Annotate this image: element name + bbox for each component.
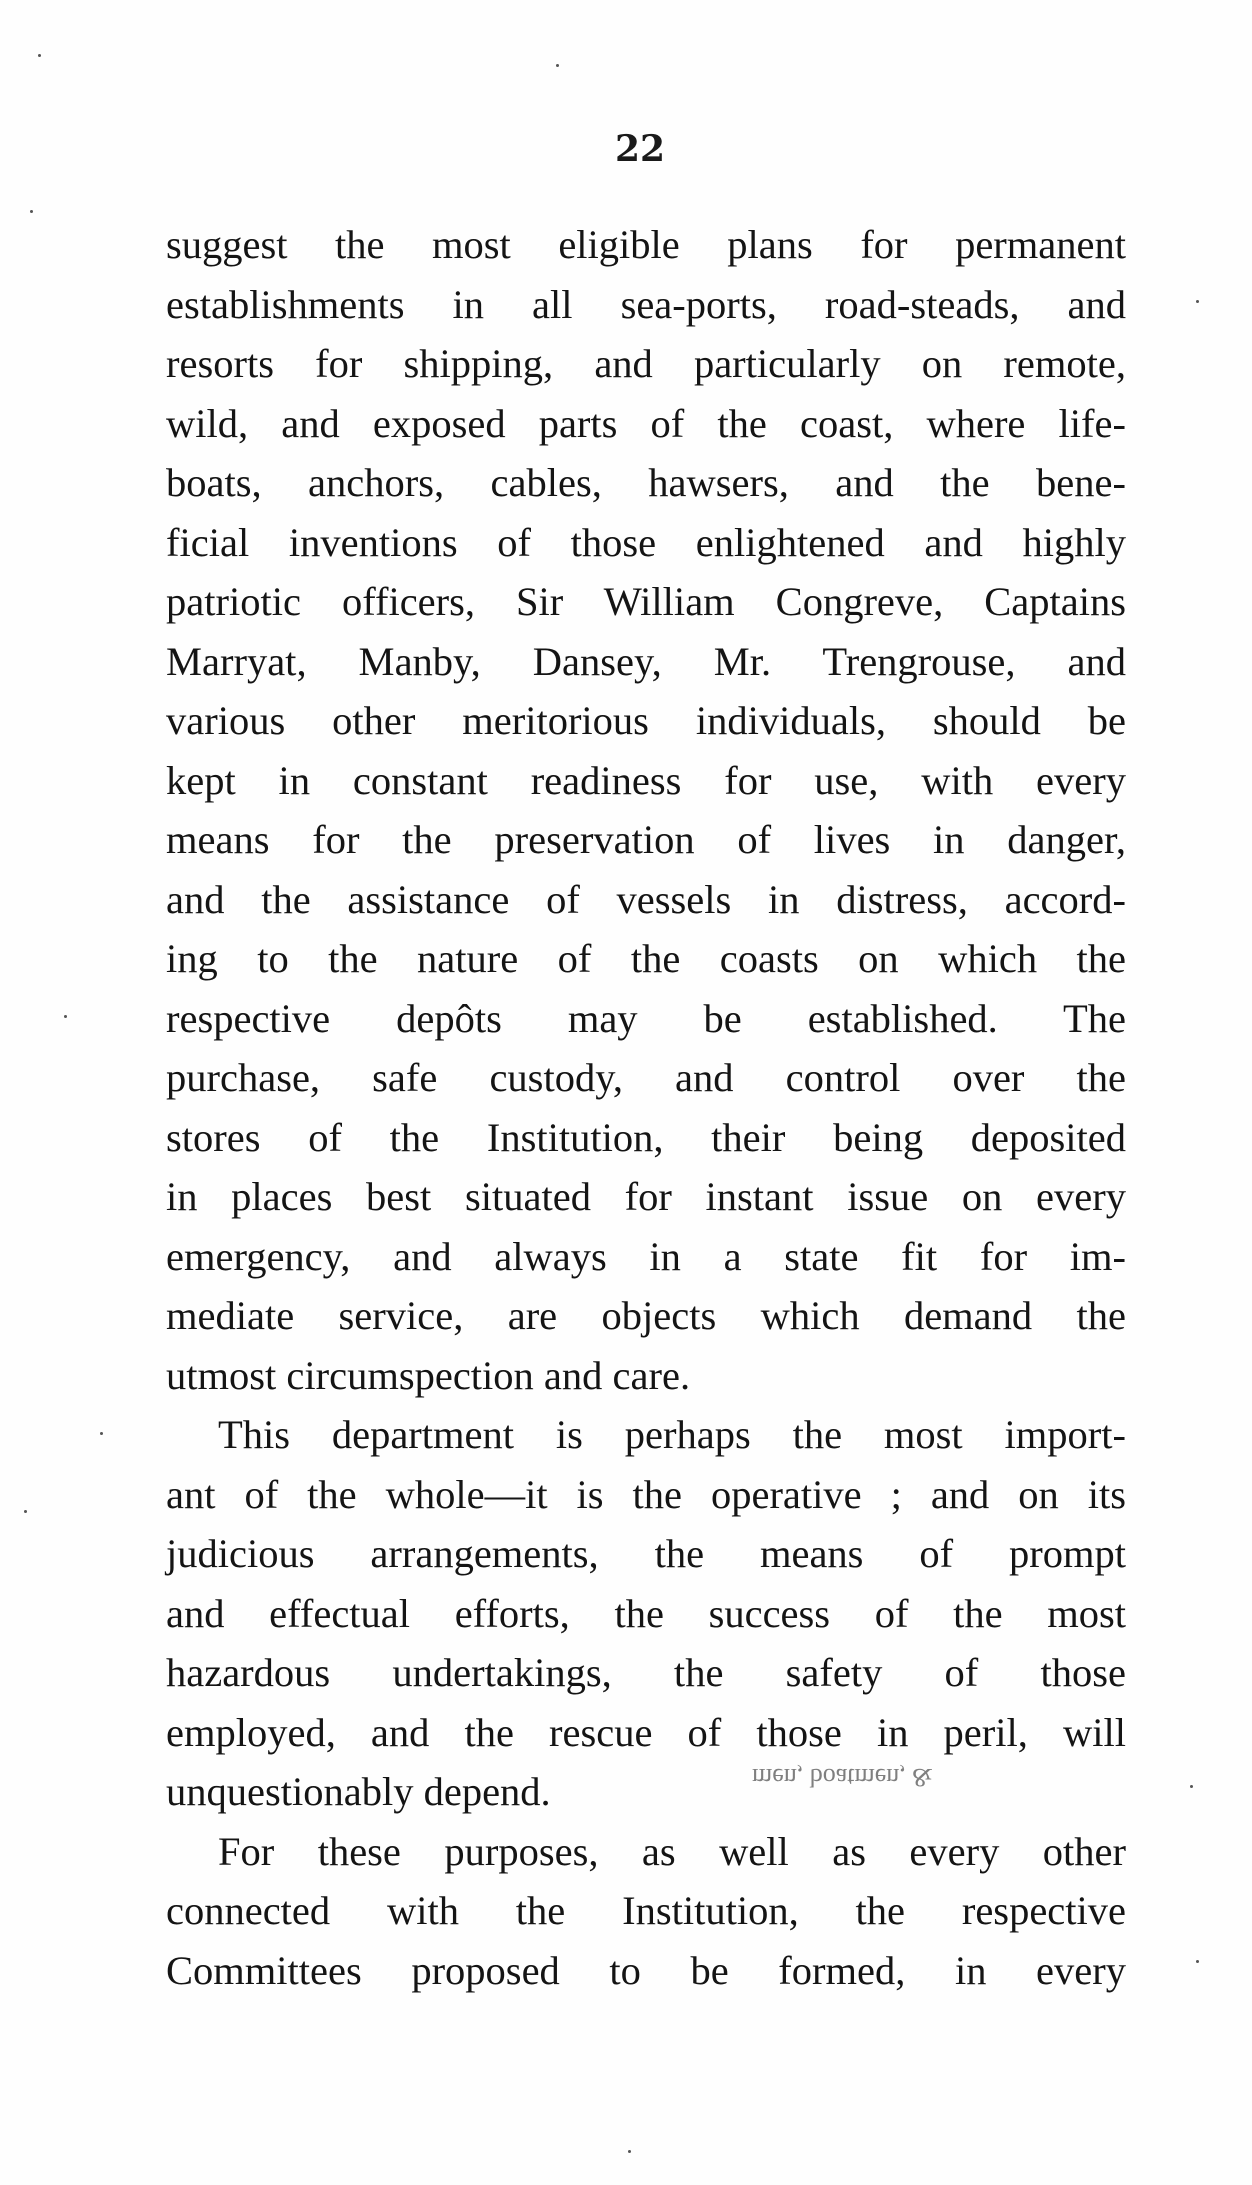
text-line-13: ing to the nature of the coasts on which the [166,936,1126,981]
text-line-21: This department is perhaps the most import- [218,1412,1126,1457]
text-line-9: various other meritorious individuals, should be [166,698,1126,743]
paper-speck [628,2150,631,2153]
body-text [166,215,1126,2000]
text-line-27: unquestionably depend. [166,1769,551,1814]
text-line-28: For these purposes, as well as every other [218,1828,1126,1874]
text-line-6: ficial inventions of those enlightened and highly [166,519,1126,565]
text-line-14: respective depôts may be established. The [166,995,1126,1041]
text-line-5: boats, anchors, cables, hawsers, and the bene- [166,460,1126,505]
paper-speck [64,1015,67,1018]
text-line-15: purchase, safe custody, and control over the [166,1055,1126,1100]
text-line-3: resorts for shipping, and particularly on remote, [166,341,1126,386]
paper-speck [100,1432,103,1435]
paper-speck [38,54,41,57]
text-line-23: judicious arrangements, the means of prompt [166,1531,1126,1576]
page-number: 22 [614,128,666,170]
paper-speck [1196,1960,1199,1963]
text-line-2: establishments in all sea-ports, road-steads, and [166,281,1126,327]
text-line-20: utmost circumspection and care. [166,1352,691,1398]
text-line-11: means for the preservation of lives in danger, [166,817,1126,862]
text-line-12: and the assistance of vessels in distress, accord- [166,876,1126,922]
text-line-4: wild, and exposed parts of the coast, where life- [166,400,1126,446]
paper-speck [24,1510,27,1513]
paper-speck [1196,300,1199,303]
text-line-25: hazardous undertakings, the safety of those [166,1650,1126,1695]
text-line-19: mediate service, are objects which demand the [166,1293,1126,1338]
text-line-10: kept in constant readiness for use, with every [166,757,1126,803]
text-line-1: suggest the most eligible plans for permanent [166,222,1126,267]
text-line-18: emergency, and always in a state fit for im- [166,1233,1126,1279]
text-line-26: employed, and the rescue of those in peril, will [166,1709,1126,1755]
text-line-24: and effectual efforts, the success of the most [166,1590,1126,1636]
text-line-22: ant of the whole—it is the operative ; and on its [166,1471,1126,1517]
text-line-16: stores of the Institution, their being deposited [166,1114,1126,1160]
text-line-7: patriotic officers, Sir William Congreve, Captains [166,579,1126,624]
text-line-17: in places best situated for instant issue on every [166,1174,1126,1219]
paper-speck [1190,1785,1193,1788]
paper-speck [556,64,559,67]
paper-speck [30,210,33,213]
show-through-text: men, boatmen, & [752,1763,933,1792]
text-line-29: connected with the Institution, the respective [166,1888,1126,1933]
text-line-30: Committees proposed to be formed, in every [166,1947,1126,1993]
text-line-8: Marryat, Manby, Dansey, Mr. Trengrouse, and [166,638,1126,684]
